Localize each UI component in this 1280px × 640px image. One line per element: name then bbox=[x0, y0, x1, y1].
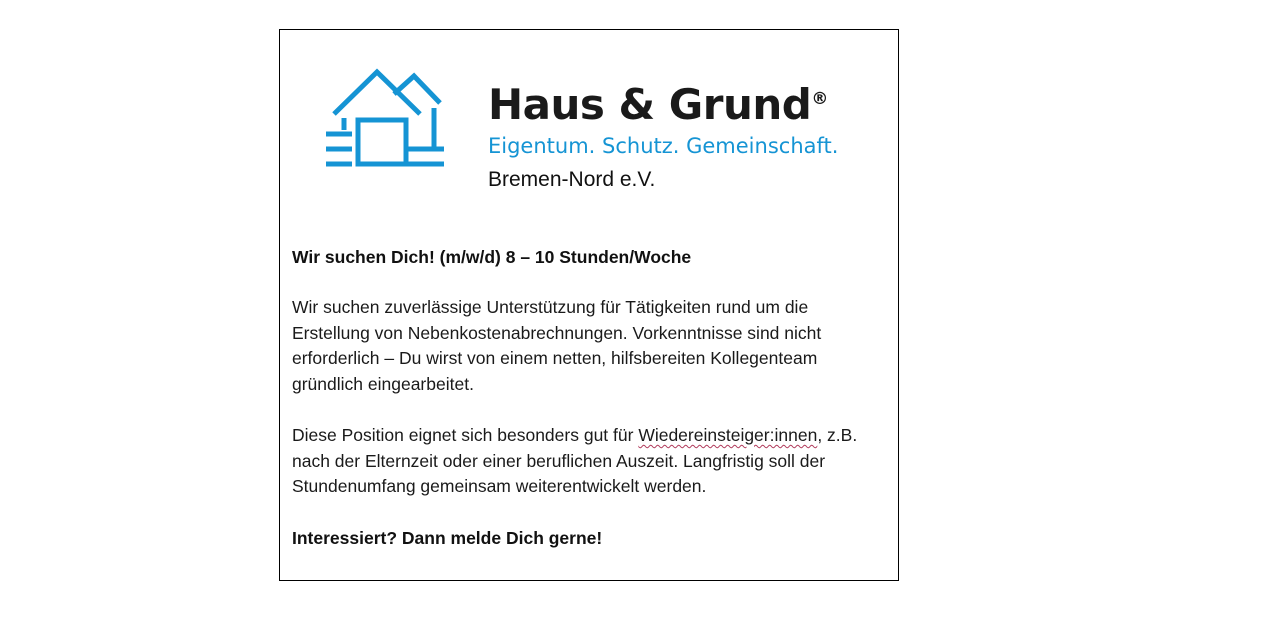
call-to-action: Interessiert? Dann melde Dich gerne! bbox=[292, 527, 603, 548]
target-audience-highlight: Wiedereinsteiger:innen bbox=[638, 425, 818, 445]
job-advertisement-card bbox=[279, 29, 899, 581]
brand-local-chapter: Bremen-Nord e.V. bbox=[488, 168, 656, 191]
brand-name bbox=[488, 76, 888, 128]
target-audience-before: Diese Position eignet sich besonders gut für bbox=[292, 425, 639, 445]
brand-claim: Eigentum. Schutz. Gemeinschaft. bbox=[488, 134, 839, 158]
job-headline: Wir suchen Dich! (m/w/d) 8 – 10 Stunden/Woche bbox=[292, 247, 692, 267]
job-description-paragraph: Wir suchen zuverlässige Unterstützung für Tätigkeiten rund um die Erstellung von Nebenkostenabrechnungen. Vorkenntnisse sind nicht erforderlich – Du wirst von einem netten, hilfsbereiten Kollegenteam gründlich eingearbeitet. bbox=[292, 297, 822, 394]
target-audience-after: , z.B. nach der Elternzeit oder einer beruflichen Auszeit. Langfristig soll der Stundenumfang gemeinsam weiterentwickelt werden. bbox=[292, 425, 858, 496]
registered-trademark-icon: ® bbox=[811, 89, 828, 109]
logo-wordmark bbox=[488, 76, 888, 195]
house-outline-logo bbox=[322, 52, 470, 174]
logo-block bbox=[280, 30, 900, 215]
brand-name-text: Haus & Grund bbox=[488, 80, 812, 129]
advertisement-copy bbox=[292, 245, 892, 551]
target-audience-paragraph bbox=[292, 423, 888, 500]
